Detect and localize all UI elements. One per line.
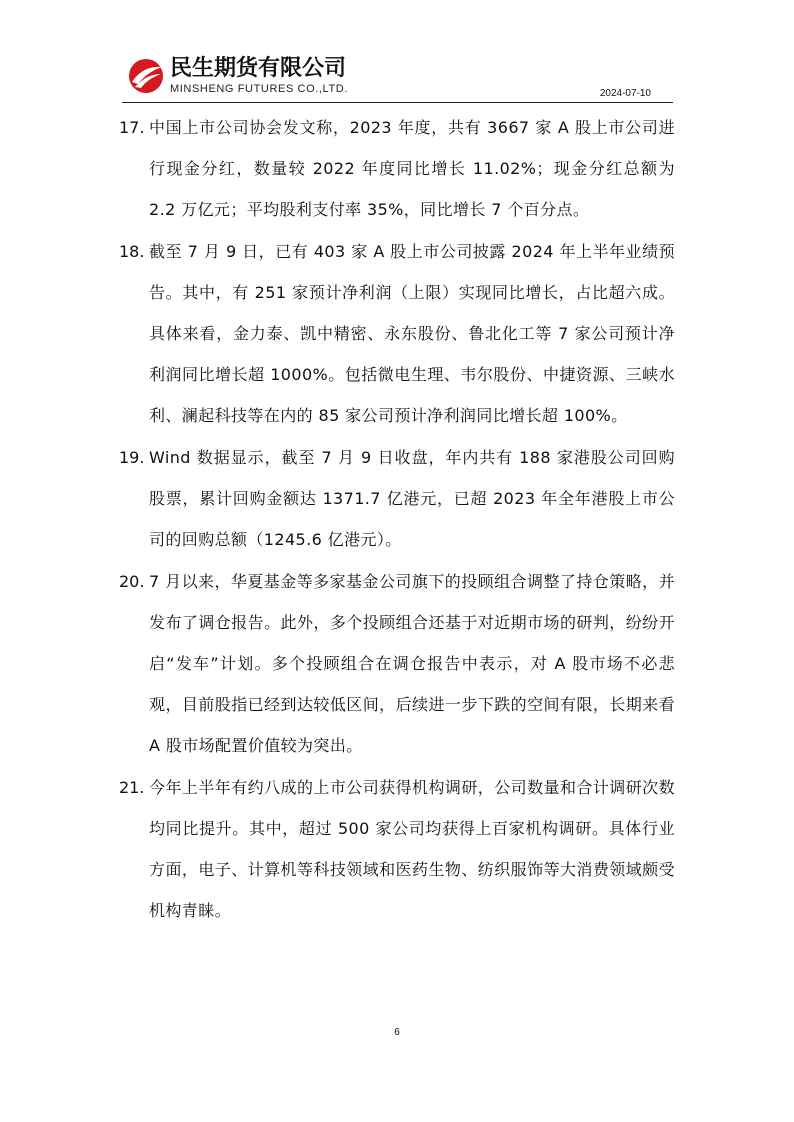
item-number: 17. <box>119 118 145 137</box>
company-name-en: MINSHENG FUTURES CO.,LTD. <box>170 83 348 95</box>
item-number: 21. <box>119 778 145 797</box>
item-text: 截至 7 月 9 日，已有 403 家 A 股上市公司披露 2024 年上半年业绩预告。其中，有 251 家预计净利润（上限）实现同比增长，占比超六成。具体来看，金力泰、凯中精密、永东股份、鲁北化工等 7 家公司预计净利润同比增长超 1000%。包括微电生理、韦尔股份、中捷资源、三峡水利、澜起科技等在内的 85 家公司预计净利润同比增长超 100%。 <box>149 242 675 425</box>
item-number: 18. <box>119 242 145 261</box>
minsheng-logo-icon <box>126 56 166 96</box>
list-item <box>119 437 675 560</box>
item-text: 今年上半年有约八成的上市公司获得机构调研，公司数量和合计调研次数均同比提升。其中，超过 500 家公司均获得上百家机构调研。具体行业方面，电子、计算机等科技领域和医药生物、纺织服饰等大消费领域颇受机构青睐。 <box>149 778 675 920</box>
report-date: 2024-07-10 <box>599 88 651 99</box>
company-name-cn: 民生期货有限公司 <box>170 56 347 81</box>
news-list <box>119 107 675 932</box>
item-number: 20. <box>119 572 145 591</box>
item-text: Wind 数据显示，截至 7 月 9 日收盘，年内共有 188 家港股公司回购股票，累计回购金额达 1371.7 亿港元，已超 2023 年全年港股上市公司的回购总额（1245.6 亿港元）。 <box>149 448 675 549</box>
list-item <box>119 231 675 436</box>
list-item <box>119 561 675 766</box>
item-text: 中国上市公司协会发文称，2023 年度，共有 3667 家 A 股上市公司进行现金分红，数量较 2022 年度同比增长 11.02%；现金分红总额为 2.2 万亿元；平均股利支付率 35%，同比增长 7 个百分点。 <box>149 118 675 219</box>
list-item <box>119 767 675 931</box>
list-item <box>119 107 675 230</box>
page-number: 6 <box>394 1027 400 1038</box>
page-header <box>122 52 673 104</box>
item-text: 7 月以来，华夏基金等多家基金公司旗下的投顾组合调整了持仓策略，并发布了调仓报告。此外，多个投顾组合还基于对近期市场的研判，纷纷开启“发车”计划。多个投顾组合在调仓报告中表示，对 A 股市场不必悲观，目前股指已经到达较低区间，后续进一步下跌的空间有限，长期来看 A 股市场配置价值较为突出。 <box>149 572 675 755</box>
item-number: 19. <box>119 448 145 467</box>
header-divider <box>122 102 673 103</box>
